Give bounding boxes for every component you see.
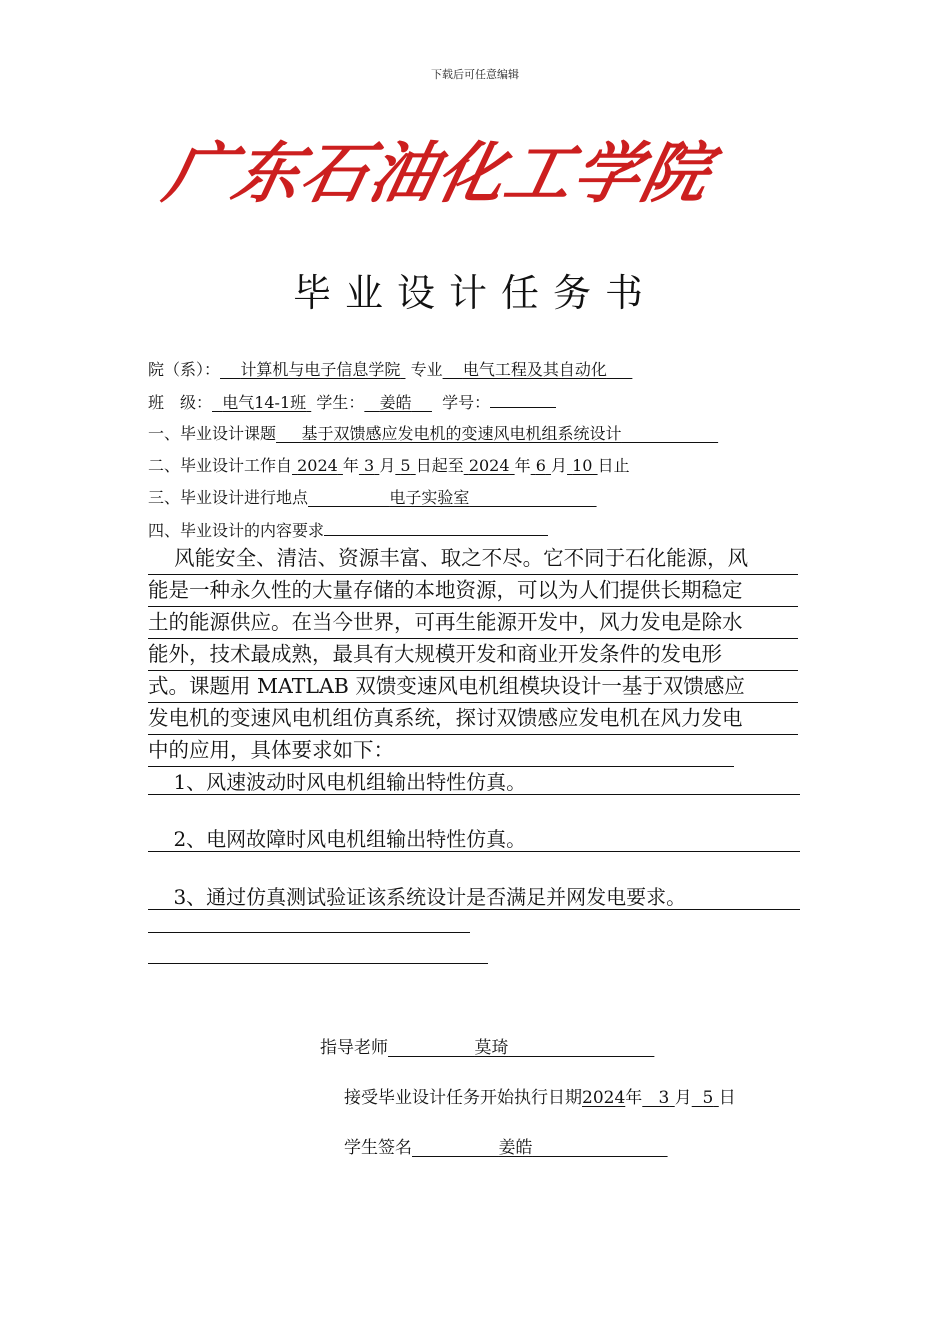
content-line: 能外，技术最成熟，最具有大规模开发和商业开发条件的发电形 [148,639,798,671]
month-char: 月 [551,456,568,475]
end-year: 2024 [468,456,510,475]
advisor-label: 指导老师 [320,1038,388,1058]
accept-label: 接受毕业设计任务开始执行日期 [344,1088,582,1108]
content-line: 发电机的变速风电机组仿真系统，探讨双馈感应发电机在风力发电 [148,703,798,735]
place-label: 三、毕业设计进行地点 [148,488,309,507]
school-logo-text: 广东石油化工学院 [158,133,719,212]
content-line: 式。课题用 MATLAB 双馈变速风电机组模块设计一基于双馈感应 [148,671,798,703]
major-label: 专业 [410,360,443,379]
start-year: 2024 [297,456,338,475]
year-char: 年 [342,456,359,475]
year-char: 年 [514,456,531,475]
start-day: 5 [400,456,411,475]
day-from-char: 日起至 [415,456,464,475]
content-paragraph [148,543,798,767]
content-line: 风能安全、清洁、资源丰富、取之不尽。它不同于石化能源，风 [148,543,798,575]
accept-day: 5 [702,1088,714,1108]
blank-line [148,931,470,933]
accept-month: 3 [658,1088,670,1108]
id-value-blank [490,389,556,408]
month-char: 月 [674,1088,692,1108]
advisor-row [320,1033,654,1058]
requirement-item: 3、通过仿真测试验证该系统设计是否满足并网发电要求。 [148,881,800,910]
place-row [148,485,597,508]
sign-name: 姜皓 [498,1138,533,1158]
id-label: 学号： [442,393,491,412]
class-value: 电气14-1班 [222,393,307,412]
topic-row [148,421,718,444]
class-row [148,389,556,413]
dept-row [148,357,632,380]
accept-row: 接受毕业设计任务开始执行日期2024年 3 月 5 日 [344,1088,736,1108]
month-char: 月 [379,456,396,475]
class-label: 班 级： [148,393,213,412]
period-label: 二、毕业设计工作自 [148,456,293,475]
advisor-name: 莫琦 [474,1038,509,1058]
sign-row [344,1133,668,1158]
requirement-item: 1、风速波动时风电机组输出特性仿真。 [148,766,800,795]
content-row [148,517,548,541]
topic-value: 基于双馈感应发电机的变速风电机组系统设计 [301,424,622,443]
end-month: 6 [535,456,546,475]
period-row [148,453,630,476]
sign-label: 学生签名 [344,1138,412,1158]
content-line: 土的能源供应。在当今世界，可再生能源开发中，风力发电是除水 [148,607,798,639]
end-day: 10 [572,456,593,475]
start-month: 3 [364,456,375,475]
dept-value: 计算机与电子信息学院 [240,360,401,379]
student-label: 学生： [316,393,365,412]
blank-line [148,962,488,964]
year-char: 年 [625,1088,643,1108]
content-line: 中的应用，具体要求如下： [148,735,734,767]
content-label: 四、毕业设计的内容要求 [148,521,325,540]
content-line: 能是一种永久性的大量存储的本地资源，可以为人们提供长期稳定 [148,575,798,607]
header-note: 下载后可任意编辑 [431,68,519,81]
dept-label: 院（系）： [148,360,221,379]
requirement-item: 2、电网故障时风电机组输出特性仿真。 [148,823,800,852]
place-value: 电子实验室 [389,488,470,507]
document-title: 毕业设计任务书 [292,271,657,315]
accept-year: 2024 [582,1088,626,1108]
student-value: 姜皓 [379,393,412,412]
day-end-char: 日止 [597,456,630,475]
content-label-blank [324,517,548,536]
major-value: 电气工程及其自动化 [462,360,607,379]
topic-label: 一、毕业设计课题 [148,424,277,443]
school-logo [158,118,719,218]
